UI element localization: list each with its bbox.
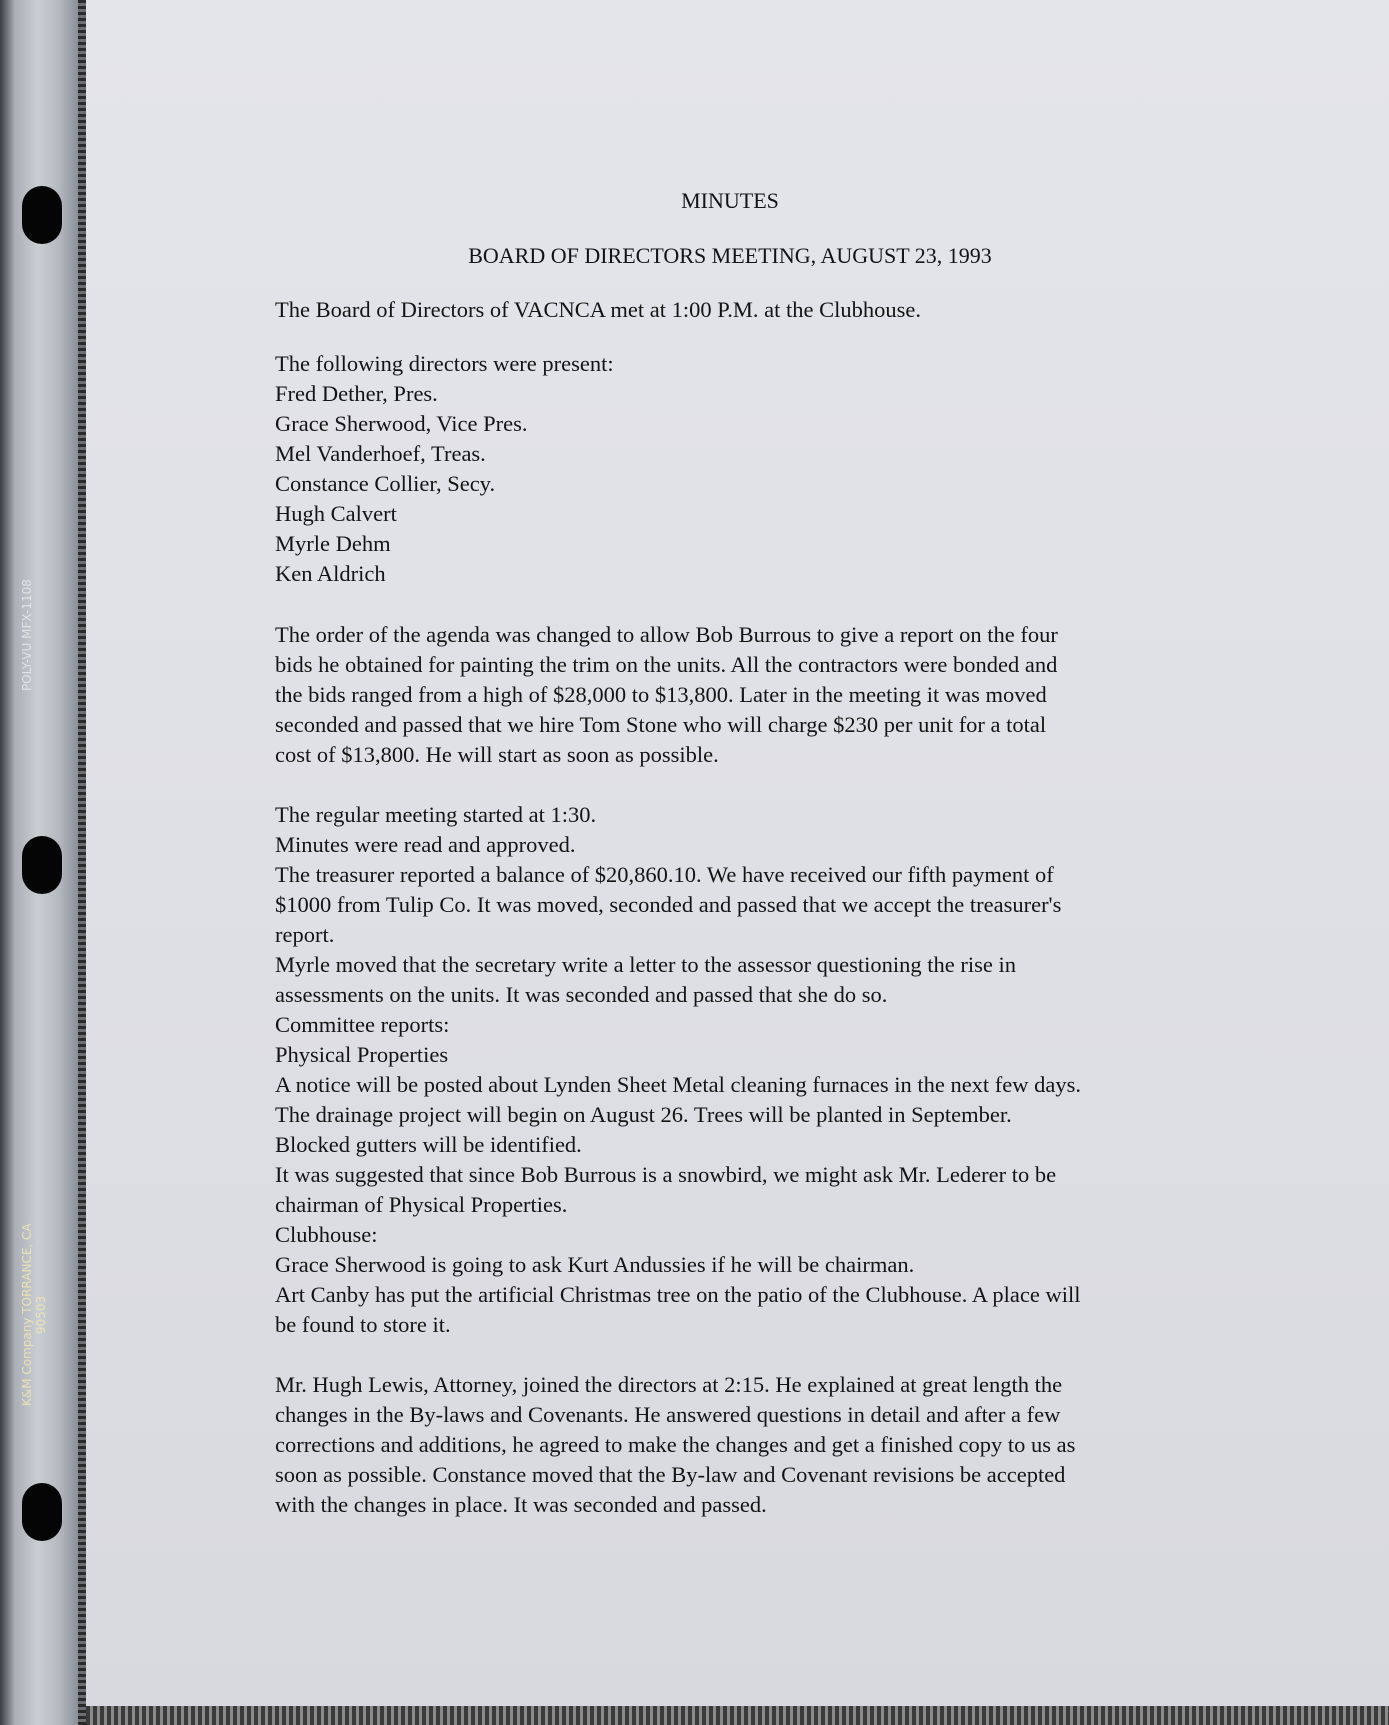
binder-hole-top bbox=[22, 186, 62, 244]
text-line: be found to store it. bbox=[275, 1312, 451, 1337]
text-line: The drainage project will begin on August 26. Trees will be planted in September. bbox=[275, 1102, 1012, 1127]
text-line: Physical Properties bbox=[275, 1042, 449, 1067]
director-item: Ken Aldrich bbox=[275, 561, 386, 586]
minutes-document bbox=[275, 186, 1205, 1520]
director-item: Myrle Dehm bbox=[275, 531, 391, 556]
text-line: Grace Sherwood is going to ask Kurt Andussies if he will be chairman. bbox=[275, 1252, 915, 1277]
text-line: chairman of Physical Properties. bbox=[275, 1192, 568, 1217]
text-line: A notice will be posted about Lynden Sheet Metal cleaning furnaces in the next few days. bbox=[275, 1072, 1082, 1097]
text-line: assessments on the units. It was seconded and passed that she do so. bbox=[275, 982, 888, 1007]
text-line: Mr. Hugh Lewis, Attorney, joined the directors at 2:15. He explained at great length the bbox=[275, 1372, 1063, 1397]
text-line: soon as possible. Constance moved that the By-law and Covenant revisions be accepted bbox=[275, 1462, 1066, 1487]
directors-list bbox=[275, 379, 1205, 589]
attorney-paragraph bbox=[275, 1370, 1205, 1520]
text-line: seconded and passed that we hire Tom Stone who will charge $230 per unit for a total bbox=[275, 712, 1047, 737]
director-item: Hugh Calvert bbox=[275, 501, 397, 526]
regular-meeting-section bbox=[275, 800, 1205, 1340]
text-line: Art Canby has put the artificial Christmas tree on the patio of the Clubhouse. A place will bbox=[275, 1282, 1081, 1307]
intro-line: The Board of Directors of VACNCA met at 1:00 P.M. at the Clubhouse. bbox=[275, 297, 921, 322]
text-line: The regular meeting started at 1:30. bbox=[275, 802, 597, 827]
agenda-paragraph bbox=[275, 620, 1205, 770]
protector-company-mark: K&M Company TORRANCE, CA 90503 bbox=[20, 1223, 48, 1407]
text-line: The treasurer reported a balance of $20,860.10. We have received our fifth payment of bbox=[275, 862, 1054, 887]
binder-hole-bottom bbox=[22, 1483, 62, 1541]
text-line: Clubhouse: bbox=[275, 1222, 378, 1247]
director-item: Mel Vanderhoef, Treas. bbox=[275, 441, 486, 466]
protector-brand-mark: POLY-VU MFX-1108 bbox=[20, 579, 34, 691]
text-line: changes in the By-laws and Covenants. He answered questions in detail and after a few bbox=[275, 1402, 1061, 1427]
text-line: It was suggested that since Bob Burrous is a snowbird, we might ask Mr. Lederer to be bbox=[275, 1162, 1057, 1187]
meeting-heading: BOARD OF DIRECTORS MEETING, AUGUST 23, 1993 bbox=[468, 243, 992, 268]
text-line: $1000 from Tulip Co. It was moved, seconded and passed that we accept the treasurer's bbox=[275, 892, 1062, 917]
text-line: Blocked gutters will be identified. bbox=[275, 1132, 582, 1157]
text-line: report. bbox=[275, 922, 335, 947]
document-title: MINUTES bbox=[681, 188, 779, 213]
text-line: bids he obtained for painting the trim on the units. All the contractors were bonded and bbox=[275, 652, 1058, 677]
text-line: corrections and additions, he agreed to make the changes and get a finished copy to us as bbox=[275, 1432, 1076, 1457]
sheet-bottom-edge bbox=[86, 1706, 1389, 1725]
director-item: Constance Collier, Secy. bbox=[275, 471, 496, 496]
present-heading: The following directors were present: bbox=[275, 351, 614, 376]
text-line: with the changes in place. It was seconded and passed. bbox=[275, 1492, 767, 1517]
text-line: The order of the agenda was changed to allow Bob Burrous to give a report on the four bbox=[275, 622, 1058, 647]
text-line: Committee reports: bbox=[275, 1012, 450, 1037]
text-line: the bids ranged from a high of $28,000 to $13,800. Later in the meeting it was moved bbox=[275, 682, 1047, 707]
text-line: Myrle moved that the secretary write a letter to the assessor questioning the rise in bbox=[275, 952, 1017, 977]
director-item: Grace Sherwood, Vice Pres. bbox=[275, 411, 528, 436]
binder-hole-middle bbox=[22, 836, 62, 894]
text-line: Minutes were read and approved. bbox=[275, 832, 576, 857]
director-item: Fred Dether, Pres. bbox=[275, 381, 438, 406]
text-line: cost of $13,800. He will start as soon as possible. bbox=[275, 742, 719, 767]
sheet-protector-edge bbox=[78, 0, 86, 1725]
